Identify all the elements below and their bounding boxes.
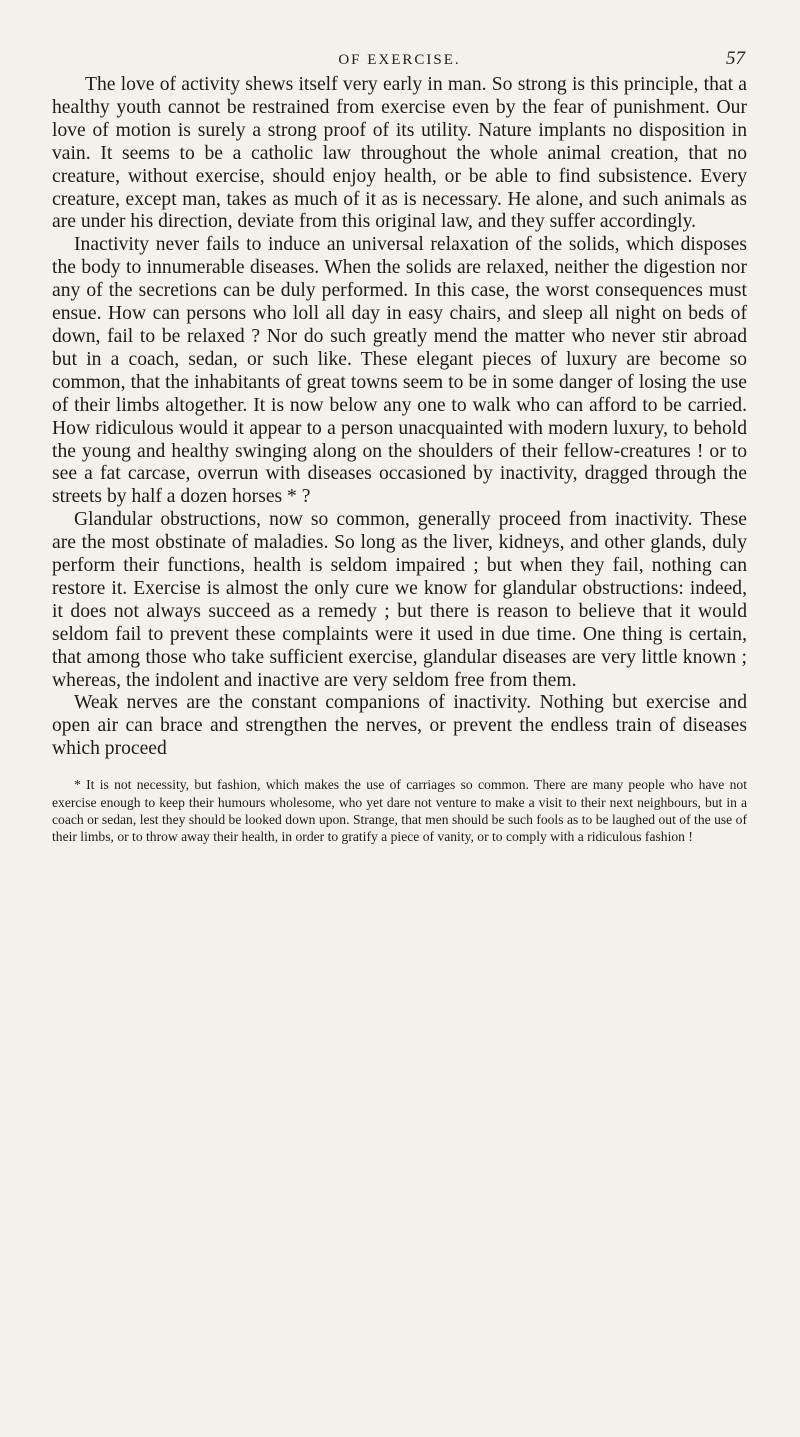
page-number: 57 (726, 48, 745, 69)
paragraph-love-of-activity: The love of activity shews itself very early in man. So strong is this principle, that a healthy youth cannot be restrained from exercise even by the fear of punishment. Our love of motion is surely a strong proof of its utility. Nature implants no disposition in vain. It seems to be a catholic law throughout the whole animal creation, that no creature, without exercise, should enjoy health, or be able to find subsistence. Every creature, except man, takes as much of it as is necessary. He alone, and such animals as are under his direction, deviate from this original law, and they suffer accordingly. (52, 74, 747, 233)
footnote: * It is not necessity, but fashion, which makes the use of carriages so common. There are many people who have not exercise enough to keep their humours wholesome, who yet dare not venture to make a visit to their next neighbours, but in a coach or sedan, lest they should be looked down upon. Strange, that men should be such fools as to be laughed out of the use of their limbs, or to throw away their health, in order to gratify a piece of vanity, or to comply with a ridiculous fashion ! (52, 777, 747, 845)
body-text (52, 74, 747, 761)
running-title: OF EXERCISE. (338, 52, 461, 68)
paragraph-glandular-obstructions: Glandular obstructions, now so common, generally proceed from inactivity. These are the most obstinate of maladies. So long as the liver, kidneys, and other glands, duly perform their functions, health is seldom impaired ; but when they fail, nothing can restore it. Exercise is almost the only cure we know for glandular obstructions: indeed, it does not always succeed as a remedy ; but there is reason to believe that it would seldom fail to prevent these complaints were it used in due time. One thing is certain, that among those who take sufficient exercise, glandular diseases are very little known ; whereas, the indolent and inactive are very seldom free from them. (52, 509, 747, 691)
running-head (52, 40, 747, 74)
paragraph-weak-nerves: Weak nerves are the constant companions of inactivity. Nothing but exercise and open air can brace and strengthen the nerves, or prevent the endless train of diseases which proceed (52, 692, 747, 760)
paragraph-inactivity: Inactivity never fails to induce an universal relaxation of the solids, which disposes the body to innumerable diseases. When the solids are relaxed, neither the digestion nor any of the secretions can be duly performed. In this case, the worst consequences must ensue. How can persons who loll all day in easy chairs, and sleep all night on beds of down, fail to be relaxed ? Nor do such greatly mend the matter who never stir abroad but in a coach, sedan, or such like. These elegant pieces of luxury are become so common, that the inhabitants of great towns seem to be in some danger of losing the use of their limbs altogether. It is now below any one to walk who can afford to be carried. How ridiculous would it appear to a person unacquainted with modern luxury, to behold the young and healthy swinging along on the shoulders of their fellow-creatures ! or to see a fat carcase, overrun with diseases occasioned by inactivity, dragged through the streets by half a dozen horses * ? (52, 234, 747, 508)
